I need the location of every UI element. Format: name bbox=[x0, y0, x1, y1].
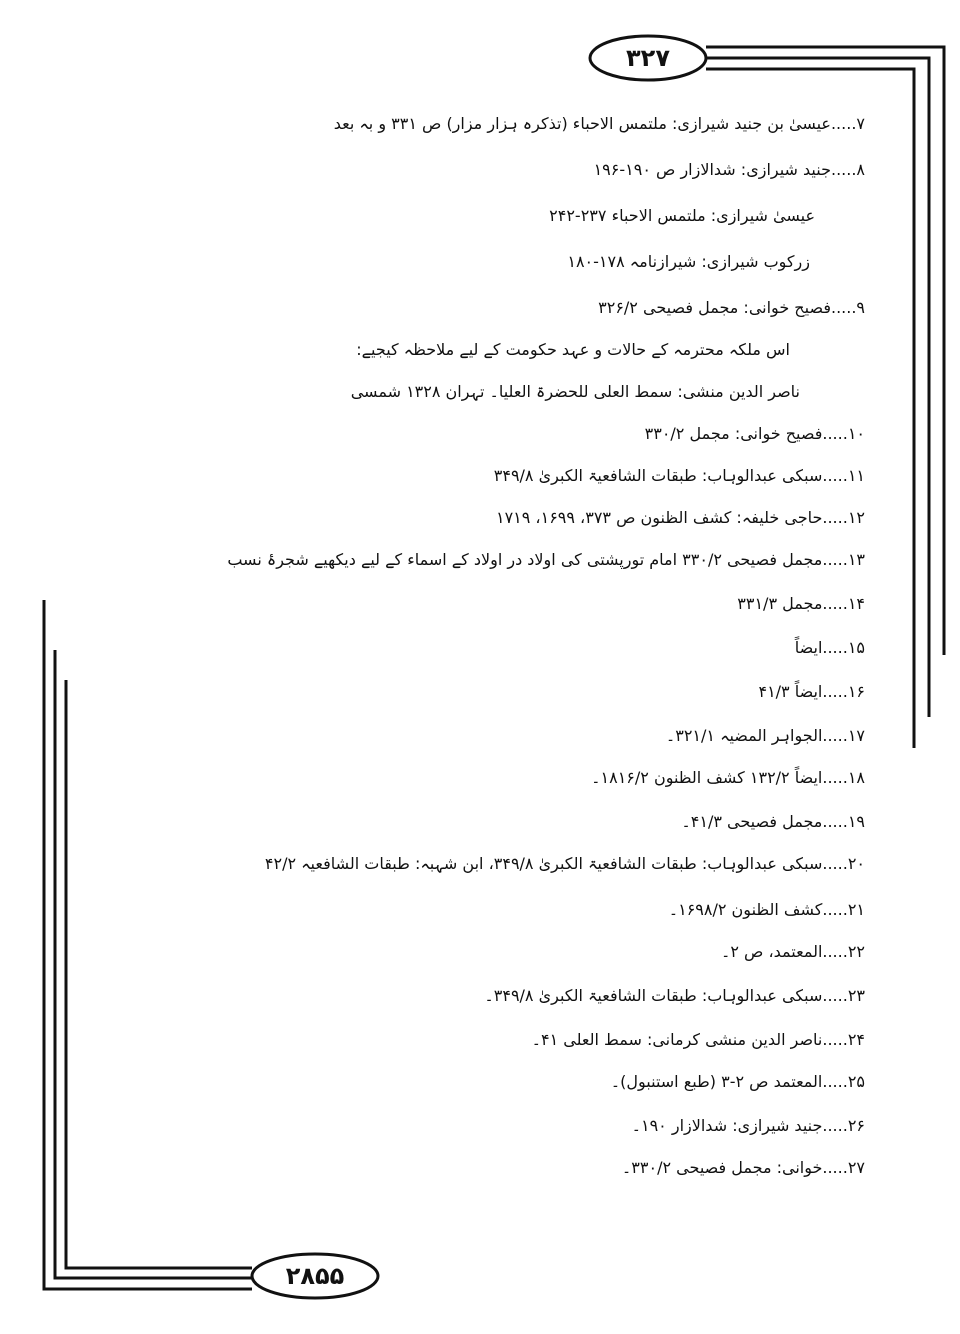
page-number-bottom: ۲۸۵۵ bbox=[285, 1262, 345, 1290]
note-9: ۹.....فصیح خوانی: مجمل فصیحی ۳۲۶/۲ bbox=[598, 298, 865, 317]
note-8-ref-2: عیسیٰ شیرازی: ملتمس الاحباء ۲۳۷-۲۴۲ bbox=[549, 206, 815, 225]
note-26: ۲۶.....جنید شیرازی: شدالازار ۱۹۰۔ bbox=[631, 1116, 865, 1135]
note-21: ۲۱.....کشف الظنون ۱۶۹۸/۲۔ bbox=[668, 900, 865, 919]
note-15: ۱۵.....ایضاً bbox=[794, 638, 865, 657]
note-9-ref: ناصر الدین منشی: سمط العلی للحضرۃ العلیا۔ تہران ۱۳۲۸ شمسی bbox=[350, 382, 800, 401]
note-11: ۱۱.....سبکی عبدالوہاب: طبقات الشافعیۃ الکبریٰ ۳۴۹/۸ bbox=[493, 466, 865, 485]
note-23: ۲۳.....سبکی عبدالوہاب: طبقات الشافعیۃ الکبریٰ ۳۴۹/۸۔ bbox=[484, 986, 865, 1005]
note-8-ref-3: زرکوب شیرازی: شیرازنامہ ۱۷۸-۱۸۰ bbox=[567, 252, 810, 271]
page-number-top: ۳۲۷ bbox=[626, 44, 670, 72]
note-10: ۱۰.....فصیح خوانی: مجمل ۳۳۰/۲ bbox=[644, 424, 865, 443]
note-17: ۱۷.....الجواہر المضیہ ۳۲۱/۱۔ bbox=[665, 726, 865, 745]
note-20: ۲۰.....سبکی عبدالوہاب: طبقات الشافعیۃ الکبریٰ ۳۴۹/۸، ابن شہبہ: طبقات الشافعیہ ۴۲/۲ bbox=[264, 854, 865, 873]
note-13: ۱۳.....مجمل فصیحی ۳۳۰/۲ امام تورپشتی کی اولاد در اولاد کے اسماء کے لیے دیکھیے شجرۂ نسب bbox=[227, 550, 865, 569]
note-12: ۱۲.....حاجی خلیفہ: کشف الظنون ص ۳۷۳، ۱۶۹۹، ۱۷۱۹ bbox=[495, 508, 865, 527]
note-24: ۲۴.....ناصر الدین منشی کرمانی: سمط العلی ۴۱۔ bbox=[531, 1030, 865, 1049]
note-25: ۲۵.....المعتمد ص ۲-۳ (طبع استنبول)۔ bbox=[610, 1072, 865, 1091]
note-18: ۱۸.....ایضاً ۱۳۲/۲ کشف الظنون ۱۸۱۶/۲۔ bbox=[591, 768, 865, 787]
note-8: ۸.....جنید شیرازی: شدالازار ص ۱۹۰-۱۹۶ bbox=[593, 160, 865, 179]
note-7: ۷.....عیسیٰ بن جنید شیرازی: ملتمس الاحباء (تذکرہ ہزار مزار) ص ۳۳۱ و بہ بعد bbox=[333, 114, 865, 133]
note-27: ۲۷.....خوانی: مجمل فصیحی ۳۳۰/۲۔ bbox=[621, 1158, 865, 1177]
note-19: ۱۹.....مجمل فصیحی ۴۱/۳۔ bbox=[681, 812, 865, 831]
note-16: ۱۶.....ایضاً ۴۱/۳ bbox=[758, 682, 865, 701]
note-22: ۲۲.....المعتمد، ص ۲۔ bbox=[720, 942, 865, 961]
note-14: ۱۴.....مجمل ۳۳۱/۳ bbox=[737, 594, 865, 613]
note-9-remark: اس ملکہ محترمہ کے حالات و عہد حکومت کے لیے ملاحظہ کیجیے: bbox=[356, 340, 790, 359]
